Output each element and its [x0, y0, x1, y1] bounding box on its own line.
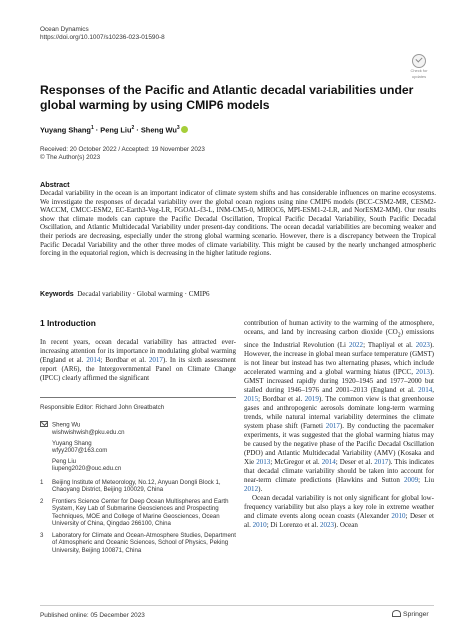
- responsible-editor: Responsible Editor: Richard John Greatbatch: [40, 404, 165, 411]
- citation-link[interactable]: 2015: [244, 394, 259, 403]
- contact-email[interactable]: liupeng2020@ouc.edu.cn: [52, 465, 122, 472]
- citation-link[interactable]: 2017: [148, 356, 163, 365]
- body-text: ) emissions since the Industrial Revolution (Li: [244, 328, 434, 349]
- abstract-text: Decadal variability in the ocean is an important indicator of climate system shifts and has considerable influences on marine ecosystems. We investigate the responses of decadal variability over the global ocean regions using nine CMIP6 models (BCC-CSM2-MR, CESM2-WACCM, CMCC-ESM2, EC-Earth3-Veg-LR, FGOAL-f3-L, INM-CM5-0, MIROC6, MPI-ESM1-2-LR, and NorESM2-MM). Our results show that climate models can capture the Pacific Decadal Oscillation, Tropical Pacific Decadal Variability, South Pacific Decadal Oscillation, and Atlantic Multidecadal Variability under present-day conditions. The ocean decadal variabilities are becoming weaker and their periods are decreasing, especially under the strong global warming scenario. However, there is a discrepancy between the Tropical Pacific Decadal Variability and the other three modes of climate variability. This might be caused by the nearly unchanged atmospheric forcing in the equatorial region, which is decreasing in the higher latitude regions.: [40, 189, 436, 258]
- keywords-text: Decadal variability · Global warming · CMIP6: [77, 290, 210, 298]
- journal-header: [40, 26, 165, 42]
- check-for-updates-badge[interactable]: [404, 54, 434, 80]
- copyright: © The Author(s) 2023: [40, 154, 101, 161]
- published-online: Published online: 05 December 2023: [40, 612, 145, 619]
- envelope-icon: [40, 421, 48, 427]
- citation-link[interactable]: 2013: [256, 458, 271, 467]
- affiliation-number: 1: [40, 478, 44, 486]
- body-text: ).: [258, 485, 263, 494]
- badge-text-line2: updates: [411, 73, 427, 79]
- intro-column-left: [40, 338, 236, 383]
- body-text: ,: [432, 385, 434, 394]
- author-separator: ·: [93, 125, 101, 135]
- journal-name: Ocean Dynamics: [40, 26, 89, 33]
- citation-link[interactable]: 2019: [304, 394, 319, 403]
- intro-column-right: [244, 319, 434, 530]
- affiliation-marker: 2: [131, 125, 135, 131]
- footnote-divider: [40, 397, 236, 398]
- contact-block: [40, 421, 236, 554]
- citation-link[interactable]: 2017: [325, 421, 340, 430]
- author-name[interactable]: Peng Liu: [100, 125, 132, 135]
- contact-name: Peng Liu: [52, 457, 77, 465]
- body-text: ; Deser et al.: [335, 458, 375, 467]
- citation-link[interactable]: 2012: [244, 485, 259, 494]
- author-name[interactable]: Yuyang Shang: [40, 125, 91, 135]
- received-accepted: Received: 20 October 2022 / Accepted: 19 November 2023: [40, 146, 205, 153]
- citation-link[interactable]: 2010: [391, 512, 406, 521]
- check-icon: [412, 54, 426, 68]
- body-text: ). By conducting the pacemaker experiments, it was suggested that the global warming hiatus may be caused by the negative phase of the Pacific Decadal Oscillation (PDO) and Atlantic Multidecadal Variability (AMV) (Kosaka and Xie: [244, 421, 434, 467]
- citation-link[interactable]: 2010: [252, 521, 267, 530]
- body-text: ; Deser et al.: [244, 512, 434, 530]
- body-text: ; Thapliyal et al.: [363, 340, 416, 349]
- affiliation-text: Beijing Institute of Meteorology, No.12, Anyuan Dongli Block 1, Chaoyang District, Beijing 100029, China: [52, 478, 221, 493]
- author-list: [40, 125, 188, 134]
- keywords: [40, 290, 210, 298]
- contact-email[interactable]: wishwishwish@pku.edu.cn: [52, 429, 125, 436]
- body-text: contribution of human activity to the warming of the atmosphere, oceans, and land by increasing carbon dioxide (CO: [244, 319, 434, 337]
- paragraph: [244, 494, 434, 530]
- affiliation-number: 3: [40, 531, 44, 539]
- contact-name: Yuyang Shang: [52, 439, 92, 447]
- publication-dates: [40, 146, 205, 162]
- author-separator: ·: [134, 125, 141, 135]
- body-text: ; Di Lorenzo et al.: [266, 521, 320, 530]
- citation-link[interactable]: 2013: [415, 367, 430, 376]
- subscript: 2: [397, 332, 401, 339]
- affiliation-text: Laboratory for Climate and Ocean-Atmosphere Studies, Department of Atmospheric and Oceanic Sciences, School of Physics, Peking University, Beijing 100871, China: [52, 531, 236, 554]
- paragraph: [244, 319, 434, 494]
- body-text: ; Bordbar et al.: [258, 394, 305, 403]
- publisher-logo: [392, 610, 429, 618]
- body-text: ). In its sixth assessment report (AR6), the Intergovernmental Panel on Climate Change (IPCC) clearly affirmed the significant: [40, 356, 236, 383]
- publisher-name: Springer: [403, 611, 429, 618]
- affiliation: [40, 479, 236, 494]
- body-text: In recent years, ocean decadal variability has attracted ever-increasing attention for its importance in modulating global warming (England et al.: [40, 338, 236, 365]
- doi-link[interactable]: https://doi.org/10.1007/s10236-023-01590-8: [40, 34, 165, 41]
- citation-link[interactable]: 2014: [86, 356, 101, 365]
- affiliation: [40, 532, 236, 555]
- orcid-icon[interactable]: [181, 126, 188, 133]
- citation-link[interactable]: 2009: [404, 476, 419, 485]
- contact-name: Sheng Wu: [52, 421, 81, 429]
- citation-link[interactable]: 2023: [319, 521, 335, 530]
- body-text: ; Liu: [418, 476, 434, 485]
- affiliation-marker: 1: [90, 125, 94, 131]
- springer-horse-icon: [392, 610, 401, 617]
- body-text: ). This indicates that decadal climate variability should be taken into account for near-term climate predictions (Hawkins and Sutton: [244, 458, 434, 485]
- body-text: ). Ocean: [334, 521, 358, 530]
- citation-link[interactable]: 2014: [418, 385, 433, 394]
- body-text: ). GMST increased rapidly during 1920–1945 and 1977–2000 but stalled during 1946–1976 and 2001–2013 (England et al.: [244, 367, 434, 394]
- author-name[interactable]: Sheng Wu: [140, 125, 177, 135]
- citation-link[interactable]: 2023: [415, 340, 430, 349]
- body-text: ). The common view is that greenhouse gases and anthropogenic aerosols dominate long-term warming trends, while natural internal variability determines the climate system phase shift (Farneti: [244, 394, 434, 430]
- citation-link[interactable]: 2014: [321, 458, 336, 467]
- citation-link[interactable]: 2017: [374, 458, 389, 467]
- citation-link[interactable]: 2022: [348, 340, 364, 349]
- body-text: ; McGregor et al.: [270, 458, 322, 467]
- body-text: Ocean decadal variability is not only significant for global low-frequency variability but also plays a key role in extreme weather and climate events along ocean coasts (Alexander: [244, 494, 434, 521]
- affiliation-number: 2: [40, 497, 44, 505]
- contact-email[interactable]: wfyy2007@163.com: [52, 447, 108, 454]
- intro-heading: 1 Introduction: [40, 318, 96, 328]
- abstract-heading: Abstract: [40, 180, 70, 189]
- keywords-label: Keywords: [40, 291, 74, 298]
- affiliation-text: Frontiers Science Center for Deep Ocean Multispheres and Earth System, Key Lab of Submarine Geosciences and Prospecting Techniques, MOE and College of Marine Geosciences, Ocean University of China, Qingdao 266100, China: [52, 497, 229, 527]
- footer-divider: [40, 605, 434, 606]
- body-text: ; Bordbar et al.: [100, 356, 149, 365]
- affiliation: [40, 498, 236, 528]
- badge-text-line1: Check for: [410, 68, 428, 73]
- paper-title: Responses of the Pacific and Atlantic decadal variabilities under global warming by using CMIP6 models: [40, 83, 414, 113]
- body-text: ). However, the increase in global mean surface temperature (GMST) is not linear but instead has two alternating phases, which include accelerated warming and a global warming hiatus (IPCC,: [244, 340, 434, 376]
- affiliation-marker: 3: [176, 125, 180, 131]
